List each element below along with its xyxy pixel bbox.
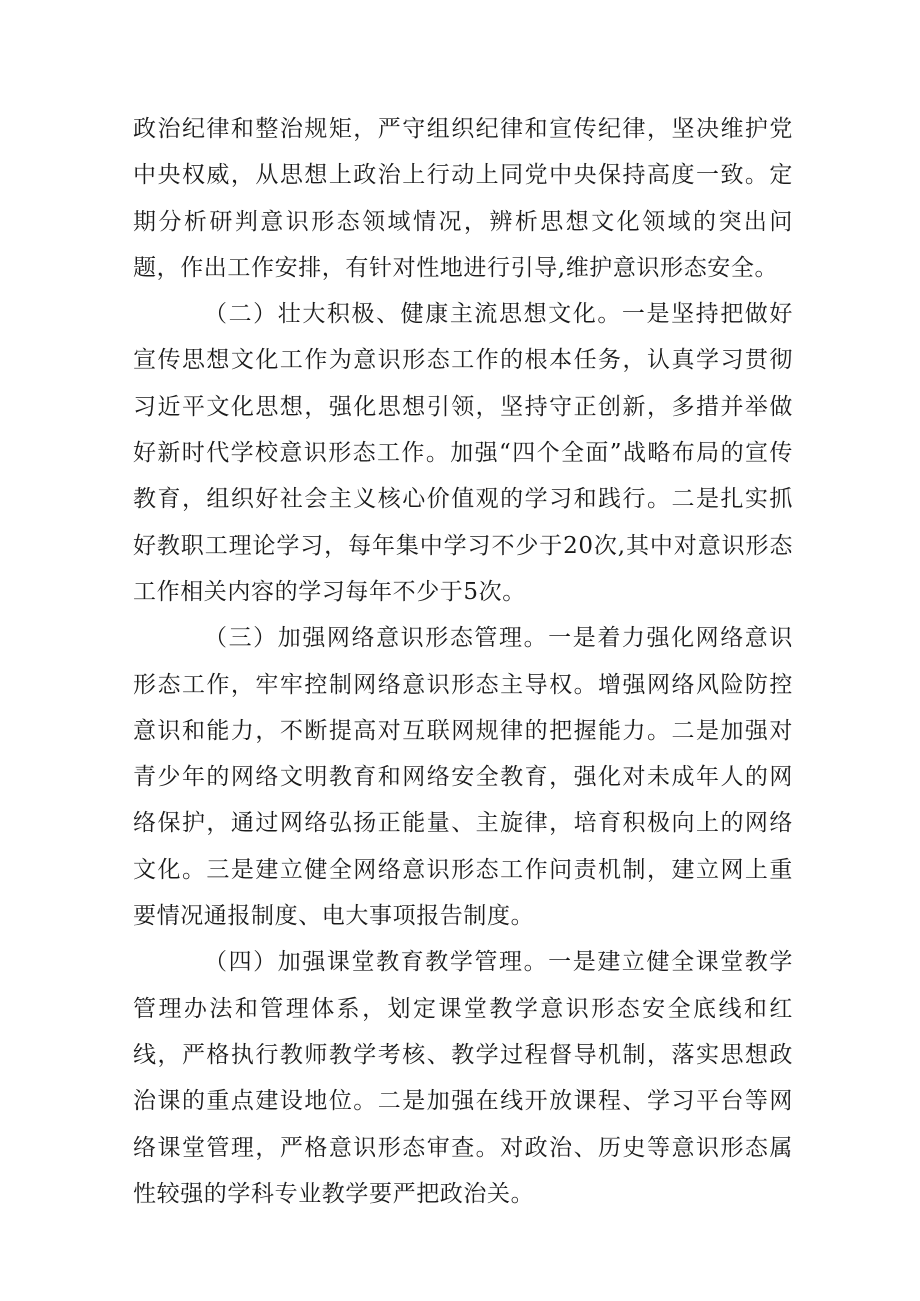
paragraph-section-4-classroom-teaching: （四）加强课堂教育教学管理。一是建立健全课堂教学管理办法和管理体系，划定课堂教学意识形态安全底线和红线，严格执行教师教学考核、教学过程督导机制，落实思想政治课的重点建设地位。二是加强在线开放课程、学习平台等网络课堂管理，严格意识形态审查。对政治、历史等意识形态属性较强的学科专业教学要严把政治关。 — [133, 949, 793, 1207]
document-page — [133, 106, 793, 1217]
paragraph-continued-discipline: 政治纪律和整治规矩，严守组织纪律和宣传纪律，坚决维护党中央权威，从思想上政治上行动上同党中央保持高度一致。定期分析研判意识形态领域情况，辨析思想文化领域的突出问题，作出工作安排，有针对性地进行引导,维护意识形态安全。 — [133, 116, 793, 281]
paragraph-section-2-mainstream-culture: （二）壮大积极、健康主流思想文化。一是坚持把做好宣传思想文化工作为意识形态工作的根本任务，认真学习贯彻习近平文化思想，强化思想引领，坚持守正创新，多措并举做好新时代学校意识形态工作。加强“四个全面”战略布局的宣传教育，组织好社会主义核心价值观的学习和践行。二是扎实抓好教职工理论学习，每年集中学习不少于20次,其中对意识形态工作相关内容的学习每年不少于5次。 — [133, 301, 793, 605]
paragraph-section-3-network-ideology: （三）加强网络意识形态管理。一是着力强化网络意识形态工作，牢牢控制网络意识形态主导权。增强网络风险防控意识和能力，不断提高对互联网规律的把握能力。二是加强对青少年的网络文明教育和网络安全教育，强化对未成年人的网络保护，通过网络弘扬正能量、主旋律，培育积极向上的网络文化。三是建立健全网络意识形态工作问责机制，建立网上重要情况通报制度、电大事项报告制度。 — [133, 625, 793, 930]
